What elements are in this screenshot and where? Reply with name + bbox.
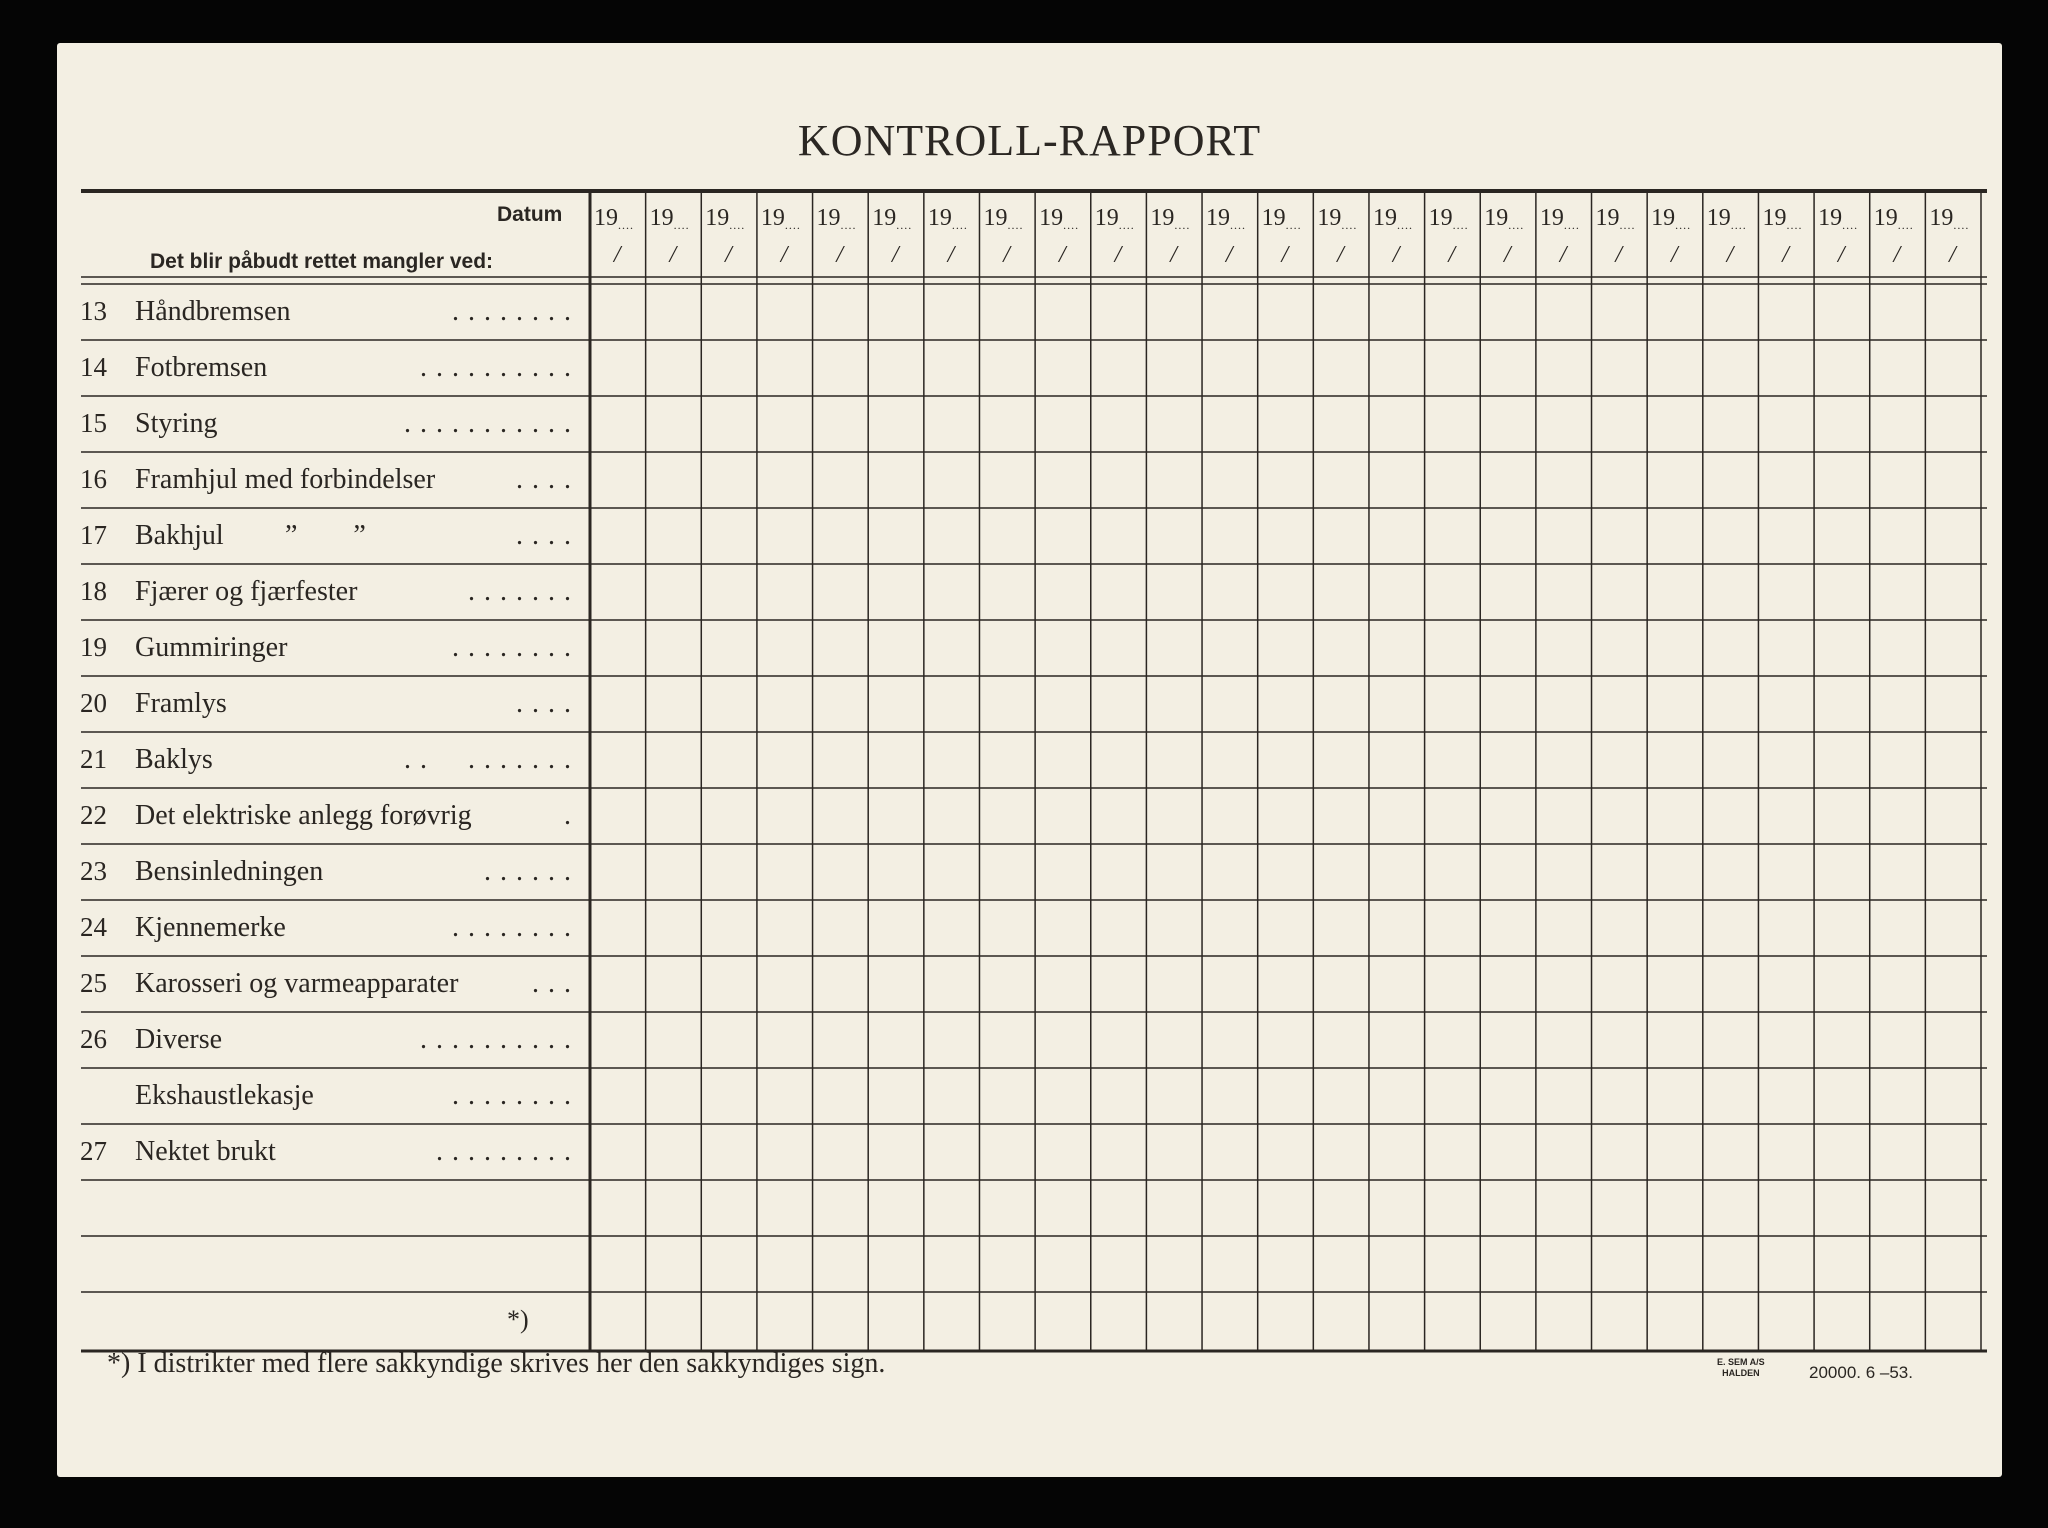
column-date-slash: / xyxy=(1559,242,1567,268)
print-run: 20000. 6 –53. xyxy=(1809,1363,1913,1382)
year-dots: .... xyxy=(1563,218,1580,232)
row-label: Håndbremsen xyxy=(135,296,291,327)
leader-dots: ........ xyxy=(452,296,580,327)
year-prefix: 19 xyxy=(1539,205,1564,231)
year-dots: .... xyxy=(1897,218,1914,232)
year-prefix: 19 xyxy=(983,205,1008,231)
year-dots: .... xyxy=(729,218,746,232)
column-date-slash: / xyxy=(1114,242,1122,268)
year-prefix: 19 xyxy=(1484,205,1509,231)
year-prefix: 19 xyxy=(1317,205,1342,231)
row-label: Gummiringer xyxy=(135,632,288,663)
year-dots: .... xyxy=(618,218,634,232)
year-dots: .... xyxy=(673,218,690,232)
year-prefix: 19 xyxy=(1372,205,1397,231)
column-date-year[interactable] xyxy=(1373,205,1413,233)
column-date-slash: / xyxy=(725,242,732,268)
year-dots: .... xyxy=(1953,218,1970,232)
column-date-slash: / xyxy=(1392,242,1400,268)
year-dots: .... xyxy=(1675,218,1692,232)
year-dots: .... xyxy=(1174,218,1191,232)
row-label: Framhjul med forbindelser xyxy=(135,464,436,495)
year-dots: .... xyxy=(1285,218,1302,232)
printer-name: E. SEM A/S xyxy=(1717,1357,1765,1367)
leader-dots: .......... xyxy=(420,352,580,383)
row-number: 27 xyxy=(80,1136,107,1166)
row-number: 19 xyxy=(80,632,107,662)
column-date-year[interactable] xyxy=(705,205,745,233)
row-number: 23 xyxy=(80,856,107,886)
column-date-slash: / xyxy=(1893,242,1901,268)
column-date-year[interactable] xyxy=(1206,205,1246,233)
leader-dots: .... xyxy=(516,464,580,495)
year-prefix: 19 xyxy=(1094,205,1119,231)
year-prefix: 19 xyxy=(1261,205,1286,231)
column-date-year[interactable] xyxy=(1874,205,1914,233)
column-date-slash: / xyxy=(947,242,955,268)
column-date-year[interactable] xyxy=(1317,205,1357,233)
year-prefix: 19 xyxy=(1206,205,1231,231)
year-dots: .... xyxy=(1842,218,1859,232)
year-prefix: 19 xyxy=(760,205,785,231)
column-date-slash: / xyxy=(1837,242,1845,268)
year-dots: .... xyxy=(951,218,968,232)
column-date-year[interactable] xyxy=(594,205,634,233)
year-prefix: 19 xyxy=(1150,205,1175,231)
year-dots: .... xyxy=(1730,218,1747,232)
column-date-slash: / xyxy=(1504,242,1511,268)
row-label: Fotbremsen xyxy=(135,352,268,383)
column-date-year[interactable] xyxy=(1429,205,1469,233)
leader-dots: ........... xyxy=(404,408,580,439)
year-dots: .... xyxy=(1396,218,1413,232)
column-date-year[interactable] xyxy=(872,205,912,233)
row-number: 22 xyxy=(80,800,107,830)
row-label: Karosseri og varmeapparater xyxy=(135,968,459,999)
column-date-year[interactable] xyxy=(650,205,690,233)
row-label: Ekshaustlekasje xyxy=(135,1080,314,1111)
column-date-year[interactable] xyxy=(983,205,1023,233)
column-date-year[interactable] xyxy=(1150,205,1190,233)
year-prefix: 19 xyxy=(1929,205,1954,231)
row-label: Kjennemerke xyxy=(135,912,286,943)
column-date-slash: / xyxy=(1170,242,1177,268)
year-dots: .... xyxy=(1508,218,1525,232)
leader-dots: ........ xyxy=(452,632,580,663)
year-dots: .... xyxy=(1619,218,1636,232)
column-date-year[interactable] xyxy=(1095,205,1135,233)
column-date-slash: / xyxy=(1670,242,1678,268)
column-date-year[interactable] xyxy=(1651,205,1691,233)
intro-label: Det blir påbudt rettet mangler ved: xyxy=(150,250,494,273)
row-label: Fjærer og fjærfester xyxy=(135,576,358,607)
page-title: KONTROLL-RAPPORT xyxy=(797,116,1262,165)
year-prefix: 19 xyxy=(594,205,618,231)
row-number: 15 xyxy=(80,408,107,438)
row-number: 17 xyxy=(80,520,107,550)
row-number: 21 xyxy=(80,744,107,774)
column-date-year[interactable] xyxy=(761,205,801,233)
year-prefix: 19 xyxy=(1428,205,1453,231)
year-dots: .... xyxy=(1230,218,1247,232)
datum-label: Datum xyxy=(497,203,563,226)
column-date-slash: / xyxy=(1782,242,1789,268)
row-label: Styring xyxy=(135,408,218,439)
column-date-slash: / xyxy=(1337,242,1344,268)
year-dots: .... xyxy=(1786,218,1803,232)
column-date-year[interactable] xyxy=(1484,205,1524,233)
year-prefix: 19 xyxy=(927,205,952,231)
row-number: 24 xyxy=(80,912,107,942)
column-date-slash: / xyxy=(1003,242,1010,268)
column-date-year[interactable] xyxy=(1762,205,1802,233)
leader-dots: .... xyxy=(516,520,580,551)
column-date-year[interactable] xyxy=(817,205,857,233)
footnote: *) I distrikter med flere sakkyndige skrives her den sakkyndiges sign. xyxy=(107,1348,886,1379)
leader-dots: ... xyxy=(532,968,580,999)
row-label: Diverse xyxy=(135,1024,223,1055)
leader-dots: .... xyxy=(516,688,580,719)
year-prefix: 19 xyxy=(1873,205,1898,231)
ditto-marks: ” ” xyxy=(285,520,366,551)
column-date-slash: / xyxy=(1281,242,1289,268)
year-prefix: 19 xyxy=(1818,205,1843,231)
leader-dots: ....... xyxy=(468,576,580,607)
column-date-slash: / xyxy=(1949,242,1956,268)
year-prefix: 19 xyxy=(872,205,897,231)
year-dots: .... xyxy=(840,218,857,232)
year-dots: .... xyxy=(1007,218,1024,232)
leader-dots: ........ xyxy=(452,1080,580,1111)
year-dots: .... xyxy=(1452,218,1469,232)
row-number: 16 xyxy=(80,464,107,494)
row-number: 25 xyxy=(80,968,107,998)
row-label: Baklys xyxy=(135,744,213,775)
column-date-slash: / xyxy=(669,242,677,268)
printer-city: HALDEN xyxy=(1722,1368,1760,1378)
year-prefix: 19 xyxy=(1762,205,1787,231)
signature-mark: *) xyxy=(507,1305,529,1334)
column-date-year[interactable] xyxy=(1818,205,1858,233)
row-label: Framlys xyxy=(135,688,227,719)
column-date-slash: / xyxy=(613,242,621,268)
year-prefix: 19 xyxy=(1039,205,1064,231)
column-date-slash: / xyxy=(1726,242,1734,268)
year-prefix: 19 xyxy=(1706,205,1731,231)
row-number: 13 xyxy=(80,296,107,326)
column-date-slash: / xyxy=(1225,242,1233,268)
column-date-slash: / xyxy=(1615,242,1622,268)
year-dots: .... xyxy=(1063,218,1080,232)
year-dots: .... xyxy=(1341,218,1358,232)
column-date-year[interactable] xyxy=(1596,205,1636,233)
year-prefix: 19 xyxy=(816,205,841,231)
row-number: 26 xyxy=(80,1024,107,1054)
column-date-slash: / xyxy=(892,242,899,268)
column-date-slash: / xyxy=(780,242,788,268)
column-date-slash: / xyxy=(1058,242,1066,268)
row-number: 20 xyxy=(80,688,107,718)
row-number: 14 xyxy=(80,352,107,382)
column-date-slash: / xyxy=(836,242,844,268)
column-date-year[interactable] xyxy=(1262,205,1302,233)
leader-dots: . xyxy=(564,800,580,831)
leader-dots: .......... xyxy=(420,1024,580,1055)
year-dots: .... xyxy=(896,218,913,232)
year-prefix: 19 xyxy=(1595,205,1620,231)
leader-dots: .. ....... xyxy=(404,744,580,775)
column-date-year[interactable] xyxy=(1707,205,1747,233)
year-dots: .... xyxy=(1118,218,1135,232)
inspection-card xyxy=(57,43,2002,1477)
row-label: Det elektriske anlegg forøvrig xyxy=(135,800,472,831)
leader-dots: ...... xyxy=(484,856,580,887)
year-prefix: 19 xyxy=(1651,205,1676,231)
row-label: Nektet brukt xyxy=(135,1136,276,1167)
column-date-year[interactable] xyxy=(1039,205,1079,233)
row-number: 18 xyxy=(80,576,107,606)
leader-dots: ......... xyxy=(436,1136,580,1167)
leader-dots: ........ xyxy=(452,912,580,943)
printer-imprint xyxy=(1717,1357,1765,1379)
column-date-year[interactable] xyxy=(1540,205,1580,233)
year-prefix: 19 xyxy=(649,205,674,231)
column-date-slash: / xyxy=(1448,242,1456,268)
column-date-year[interactable] xyxy=(928,205,968,233)
row-label: Bensinledningen xyxy=(135,856,324,887)
year-dots: .... xyxy=(784,218,801,232)
column-date-year[interactable] xyxy=(1929,205,1969,233)
year-prefix: 19 xyxy=(705,205,730,231)
row-label: Bakhjul xyxy=(135,520,224,551)
